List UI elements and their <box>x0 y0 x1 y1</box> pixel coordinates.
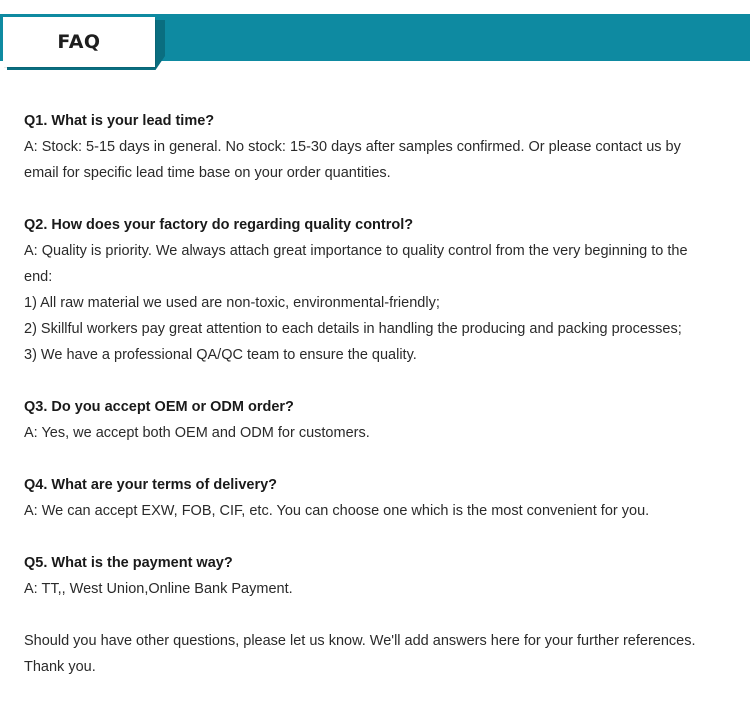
faq-item-q3 <box>24 394 734 446</box>
faq-answer-list-item: 1) All raw material we used are non-toxic, environmental-friendly; <box>24 295 440 311</box>
faq-question: Q2. How does your factory do regarding quality control? <box>24 217 414 233</box>
faq-answer-line: A: We can accept EXW, FOB, CIF, etc. You can choose one which is the most convenient for you. <box>24 503 650 519</box>
faq-item-q5 <box>24 550 734 602</box>
closing-line: Thank you. <box>24 659 96 675</box>
faq-answer-line: A: Quality is priority. We always attach great importance to quality control from the very beginning to the <box>24 243 688 259</box>
faq-question: Q1. What is your lead time? <box>24 113 215 129</box>
faq-question: Q5. What is the payment way? <box>24 555 233 571</box>
closing-line: Should you have other questions, please let us know. We'll add answers here for your further references. <box>24 633 696 649</box>
faq-content <box>24 108 734 680</box>
faq-item-q2 <box>24 212 734 368</box>
faq-question: Q3. Do you accept OEM or ODM order? <box>24 399 294 415</box>
faq-answer-line: A: TT,, West Union,Online Bank Payment. <box>24 581 293 597</box>
faq-item-q4 <box>24 472 734 524</box>
faq-answer-line: A: Stock: 5-15 days in general. No stock: 15-30 days after samples confirmed. Or please contact us by <box>24 139 681 155</box>
faq-item-q1 <box>24 108 734 186</box>
faq-answer-line: A: Yes, we accept both OEM and ODM for customers. <box>24 425 370 441</box>
faq-title-tab <box>3 17 155 67</box>
faq-answer-list-item: 3) We have a professional QA/QC team to ensure the quality. <box>24 347 417 363</box>
faq-answer-line: email for specific lead time base on your order quantities. <box>24 165 391 181</box>
faq-question: Q4. What are your terms of delivery? <box>24 477 278 493</box>
faq-closing <box>24 628 734 680</box>
faq-answer-line: end: <box>24 269 53 285</box>
faq-title: FAQ <box>57 31 101 53</box>
faq-answer-list-item: 2) Skillful workers pay great attention to each details in handling the producing and packing processes; <box>24 321 682 337</box>
